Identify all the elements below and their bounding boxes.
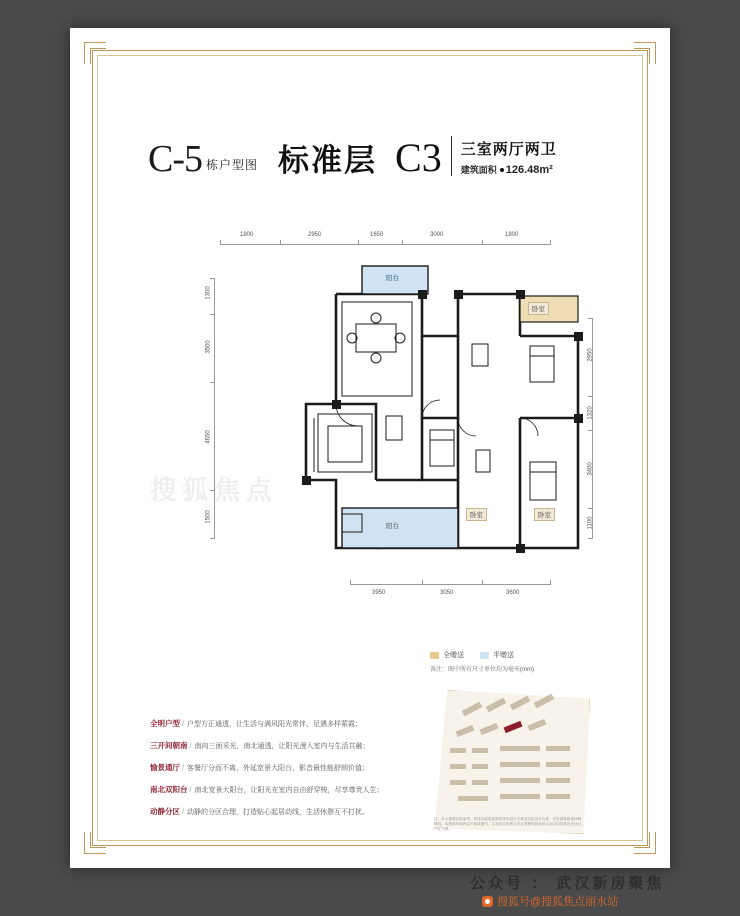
feature-separator: / <box>182 765 184 773</box>
feature-text: 客餐厅分而不离，外延宽景大阳台，影音最性能舒朗价值； <box>186 765 369 773</box>
dim-left-2: 4650 <box>205 430 212 444</box>
feature-text: 南向三面采光，南北通透，让阳光漫入室内与生活共融； <box>194 743 370 751</box>
dim-right-2: 3400 <box>587 462 594 476</box>
corner-ornament-bottom-left <box>84 824 114 854</box>
unit-code: C3 <box>395 135 442 180</box>
feature-key: 动静分区 <box>150 807 180 817</box>
area-value: 126.48m² <box>505 163 553 176</box>
dim-bottom-0: 3950 <box>372 590 386 596</box>
feature-item <box>150 718 400 729</box>
full-gift-swatch-icon <box>430 652 439 659</box>
legend-half-label: 半赠送 <box>493 652 514 659</box>
floor-type: 标准层 <box>278 143 378 178</box>
dim-left-0: 1300 <box>205 286 212 300</box>
floor-plan <box>190 218 620 628</box>
feature-item <box>150 762 400 773</box>
dim-top-2: 1650 <box>370 232 384 238</box>
feature-text: 户型方正通透，让生活与满风阳光常伴，足遇多样萦霞； <box>186 721 362 728</box>
feature-text: 南北宽景大阳台，让阳光在室内自由舒穿梭，尽享尊贵人生； <box>194 787 384 795</box>
brochure-page <box>70 28 670 868</box>
dim-bottom-2: 3600 <box>506 590 520 596</box>
site-map-note: 注：本示意图仅供参考，具体以政府批准的规划设计方案及实际交付为准，开发商保留最终解释权。本资料所载内容不构成要约，买卖双方权利义务以签署的商品房买卖合同及其补充协议约定为准。 <box>434 817 582 832</box>
legend-note: 备注：图中所有尺寸单位均为毫米(mm) <box>430 667 534 673</box>
room-bedroom-top-right-label: 卧室 <box>528 302 549 315</box>
building-code-subtitle: 栋户型图 <box>206 158 259 172</box>
sohu-logo-icon <box>482 896 493 907</box>
feature-key: 愉景通厅 <box>150 763 180 773</box>
dim-top-0: 1800 <box>240 232 254 238</box>
bullet-icon <box>500 168 504 172</box>
corner-ornament-top-right <box>626 42 656 72</box>
feature-text: 动静的分区合理，打造贴心起居动线，生活休憩互不打扰。 <box>186 809 369 817</box>
room-balcony-top-label: 阳台 <box>386 275 399 282</box>
area-line <box>461 163 557 176</box>
room-count: 三室两厅两卫 <box>460 141 557 158</box>
dim-right-1: 1320 <box>587 406 594 420</box>
feature-separator: / <box>182 721 184 728</box>
floor-plan-drawing <box>190 218 620 628</box>
dim-right-3: 1100 <box>587 516 594 530</box>
feature-list <box>150 718 400 828</box>
dim-top-1: 2950 <box>308 232 322 238</box>
building-code: C-5 <box>148 138 202 180</box>
legend <box>430 650 620 673</box>
feature-separator: / <box>182 809 184 817</box>
corner-ornament-bottom-right <box>626 824 656 854</box>
room-balcony-bottom-label: 阳台 <box>386 523 399 530</box>
room-bedroom-bottom-mid-label: 卧室 <box>466 508 487 521</box>
legend-items <box>430 650 620 660</box>
feature-item <box>150 806 400 817</box>
watermark-sub-row <box>482 893 618 909</box>
feature-item <box>150 784 400 795</box>
feature-key: 南北双阳台 <box>150 785 188 795</box>
dim-left-1: 3500 <box>205 340 212 354</box>
watermark-sub: 搜狐号@搜狐焦点丽水站 <box>497 896 619 908</box>
title-block <box>148 116 618 178</box>
dim-top-3: 3000 <box>430 232 444 238</box>
feature-key: 三开间朝南 <box>150 741 188 751</box>
dim-right-0: 2950 <box>587 348 594 362</box>
dim-bottom-1: 3050 <box>440 590 454 596</box>
half-gift-swatch-icon <box>480 652 489 659</box>
feature-item <box>150 740 400 751</box>
title-divider <box>451 136 452 176</box>
room-bedroom-bottom-right-label: 卧室 <box>534 508 555 521</box>
unit-summary <box>461 138 557 176</box>
area-label: 建筑面积 <box>460 165 497 175</box>
feature-separator: / <box>189 743 192 751</box>
feature-key: 全明户型 <box>150 719 180 728</box>
feature-separator: / <box>189 787 192 795</box>
watermark-main: 公众号 ： 武汉新房聚焦 <box>470 875 665 892</box>
site-map <box>428 690 588 835</box>
legend-full-label: 全赠送 <box>443 652 464 659</box>
dim-top-4: 1800 <box>505 232 519 238</box>
dim-left-3: 1500 <box>205 510 212 524</box>
corner-ornament-top-left <box>84 42 114 72</box>
